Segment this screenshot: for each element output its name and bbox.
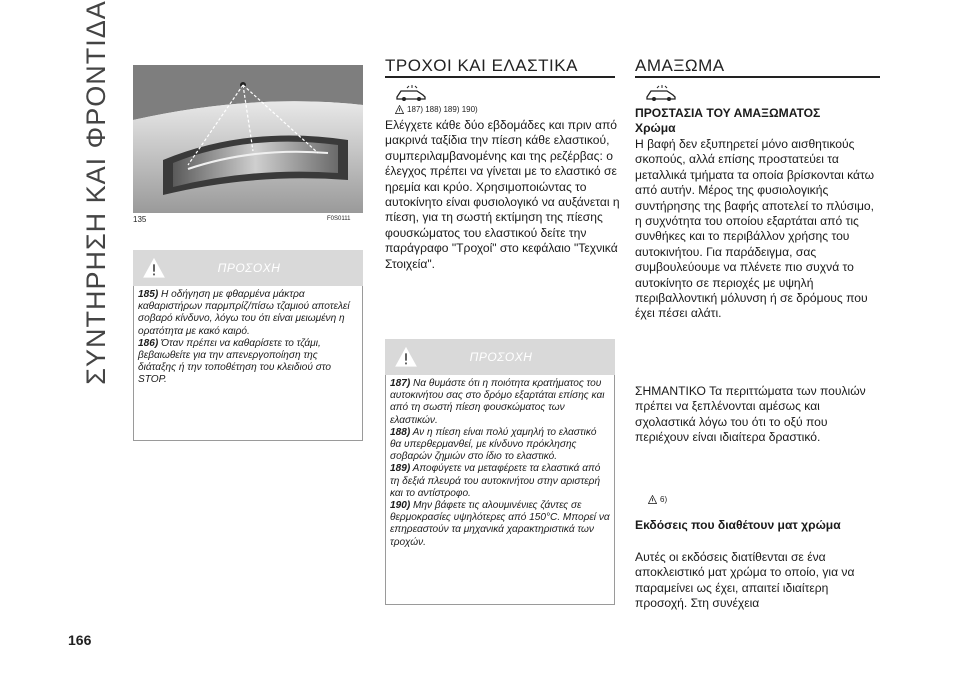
section-title-body: ΑΜΑΞΩΜΑ: [635, 56, 725, 75]
warning-refs: 187) 188) 189) 190): [395, 105, 478, 114]
subtitle-paint: Χρώμα: [635, 121, 676, 135]
small-warning-icon: [648, 495, 657, 504]
car-symbol-icon: [395, 85, 427, 101]
car-symbol-icon: [645, 85, 677, 101]
warning-body-col1: [133, 286, 363, 441]
warning-header-col2: [385, 339, 615, 375]
page-number: 166: [68, 632, 92, 648]
subtitle-matte-paint: Εκδόσεις που διαθέτουν ματ χρώμα: [635, 518, 841, 532]
figure-code: F0S0111: [327, 216, 351, 222]
warning-triangle-icon: [143, 257, 165, 279]
small-warning-icon: [395, 105, 404, 114]
warning-label: ΠΡΟΣΟΧΗ: [217, 261, 281, 275]
chapter-side-title: [78, 0, 114, 385]
important-body-text: ΣΗΜΑΝΤΙΚΟ Τα περιττώματα των πουλιών πρέπει να ξεπλένονται αμέσως και σχολαστικά λόγω του ότι το οξύ που περιέχουν είναι ιδιαίτερα δραστικό.: [635, 384, 866, 445]
section-rule: [385, 76, 615, 78]
warning-item: 186) Όταν πρέπει να καθαρίσετε το τζάμι, βεβαιωθείτε για την απενεργοποίηση της διάταξης ή την τοποθέτηση του κλειδιού στο STOP.: [138, 337, 332, 386]
paint-body-text: Η βαφή δεν εξυπηρετεί μόνο αισθητικούς σκοπούς, αλλά επίσης προστατεύει τα μεταλλικά τμήματα τα οποία βρίσκονται κάτω από αυτήν. Μέρος της φυσιολογικής συντήρησης της βαφής αποτελεί το πλύσιμο, η συχνότητα του οποίου εξαρτάται από τις συνθήκες και το περιβάλλον χρήσης του αυτοκινήτου. Για παράδειγμα, σας συμβουλεύουμε να πλένετε πιο συχνά το αυτοκίνητο σε περιοχές με υψηλή περιβαλλοντική μόλυνση ή σε δρόμους που έχει πέσει αλάτι.: [635, 137, 875, 321]
warning-item: 190) Μην βάφετε τις αλουμινένιες ζάντες σε θερμοκρασίες υψηλότερες από 150°C. Μπορεί να επηρεαστούν τα μηχανικά χαρακτηριστικά των τροχών.: [390, 500, 610, 548]
warning-triangle-icon: [395, 346, 417, 368]
rear-light-illustration: [133, 65, 363, 213]
note-ref: 6): [648, 495, 667, 504]
tyres-body-text: Ελέγχετε κάθε δύο εβδομάδες και πριν από μακρινά ταξίδια την πίεση κάθε ελαστικού, συμπεριλαμβανομένης και της ρεζέρβας: ο έλεγχος πρέπει να γίνεται με το ελαστικό σε ηρεμία και κρύο. Χρησιμοποιώντας το αυτοκίνητο είναι φυσιολογικό να αυξάνεται η πίεση, για τη σωστή εκτίμηση της πίεσης φουσκώματος του ελαστικού δείτε την παράγραφο "Τροχοί" στο κεφάλαιο "Τεχνικά Στοιχεία".: [385, 118, 620, 271]
warning-item: 188) Αν η πίεση είναι πολύ χαμηλή το ελαστικό θα υπερθερμανθεί, με κίνδυνο πρόκλησης σοβαρών ζημιών στο ίδιο το ελαστικό.: [390, 426, 597, 463]
matte-body-text: Αυτές οι εκδόσεις διατίθενται σε ένα αποκλειστικό ματ χρώμα το οποίο, για να παραμείνει ως έχει, απαιτεί ιδιαίτερη προσοχή. Στη συνέχεια: [635, 550, 855, 611]
subtitle-body-protection: ΠΡΟΣΤΑΣΙΑ ΤΟΥ ΑΜΑΞΩΜΑΤΟΣ: [635, 106, 821, 120]
warning-item: 189) Αποφύγετε να μεταφέρετε τα ελαστικά από τη δεξιά πλευρά του αυτοκινήτου στην αριστερή και το αντίστροφο.: [390, 463, 601, 499]
figure-image: [133, 65, 363, 213]
warning-body-col2: [385, 375, 615, 605]
warning-item: 185) Η οδήγηση με φθαρμένα μάκτρα καθαριστήρων παρμπρίζ/πίσω τζαμιού αποτελεί σοβαρό κίνδυνο, λόγω του ότι είναι μειωμένη η ορατότητα με κακό καιρό.: [138, 289, 350, 337]
section-rule: [635, 76, 880, 78]
warning-item: 187) Να θυμάστε ότι η ποιότητα κρατήματος του αυτοκινήτου σας στο δρόμο εξαρτάται επίσης και από τη σωστή πίεση φουσκώματος των ελαστικών.: [390, 378, 605, 426]
section-title-tyres: ΤΡΟΧΟΙ ΚΑΙ ΕΛΑΣΤΙΚΑ: [385, 56, 578, 75]
figure-number: 135: [133, 215, 147, 224]
warning-label: ΠΡΟΣΟΧΗ: [469, 350, 533, 364]
warning-header-col1: [133, 250, 363, 286]
chapter-side-title-text: ΣΥΝΤΗΡΗΣΗ ΚΑΙ ΦΡΟΝΤΙΔΑ: [80, 0, 111, 385]
